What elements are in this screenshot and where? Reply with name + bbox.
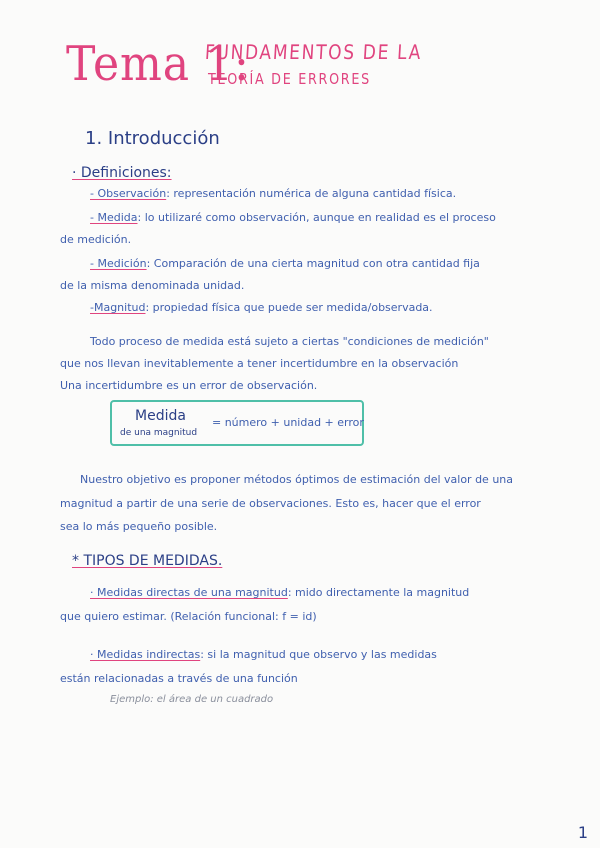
medidas-indirectas-line1: · Medidas indirectas: si la magnitud que observo y las medidas bbox=[90, 648, 437, 661]
ejemplo-note: Ejemplo: el área de un cuadrado bbox=[110, 694, 274, 705]
formula-right: = número + unidad + error bbox=[212, 416, 364, 429]
section-heading-introduccion: 1. Introducción bbox=[85, 128, 220, 149]
title-subtitle-line1: FUNDAMENTOS DE LA bbox=[204, 40, 423, 64]
formula-left-top: Medida bbox=[135, 408, 186, 424]
paragraph2-line3: sea lo más pequeño posible. bbox=[60, 520, 218, 533]
definition-medicion-cont: de la misma denominada unidad. bbox=[60, 279, 245, 292]
definition-magnitud: -Magnitud: propiedad física que puede ser medida/observada. bbox=[90, 301, 433, 314]
medidas-directas-line1: · Medidas directas de una magnitud: mido directamente la magnitud bbox=[90, 586, 470, 599]
definition-medida-cont: de medición. bbox=[60, 233, 132, 246]
tipos-heading: * TIPOS DE MEDIDAS. bbox=[72, 553, 223, 569]
term-medidas-indirectas: · Medidas indirectas bbox=[90, 648, 201, 661]
term-medidas-directas: · Medidas directas de una magnitud bbox=[90, 586, 288, 599]
definition-medicion: - Medición: Comparación de una cierta magnitud con otra cantidad fija bbox=[90, 257, 480, 270]
medidas-indirectas-line2: están relacionadas a través de una función bbox=[60, 672, 298, 685]
page-number: 1 bbox=[577, 823, 588, 842]
paragraph1-line2: que nos llevan inevitablemente a tener incertidumbre en la observación bbox=[60, 357, 459, 370]
medidas-directas-line2: que quiero estimar. (Relación funcional: f = id) bbox=[60, 610, 317, 623]
title-subtitle-line2: TEORÍA DE ERRORES bbox=[208, 70, 371, 88]
paragraph2-line2: magnitud a partir de una serie de observaciones. Esto es, hacer que el error bbox=[60, 497, 481, 510]
term-magnitud: -Magnitud bbox=[90, 301, 146, 314]
definiciones-heading: · Definiciones: bbox=[72, 165, 172, 181]
term-observacion: - Observación bbox=[90, 187, 167, 200]
definition-medida: - Medida: lo utilizaré como observación, aunque en realidad es el proceso bbox=[90, 211, 496, 224]
page-title: Tema 1: bbox=[66, 36, 250, 92]
paragraph1-line3: Una incertidumbre es un error de observación. bbox=[60, 379, 318, 392]
definition-observacion: - Observación: representación numérica de alguna cantidad física. bbox=[90, 187, 457, 200]
paragraph1-line1: Todo proceso de medida está sujeto a ciertas "condiciones de medición" bbox=[90, 335, 489, 348]
term-medicion: - Medición bbox=[90, 257, 147, 270]
term-medida: - Medida bbox=[90, 211, 138, 224]
formula-left-bottom: de una magnitud bbox=[120, 428, 198, 438]
paragraph2-line1: Nuestro objetivo es proponer métodos óptimos de estimación del valor de una bbox=[80, 473, 514, 486]
